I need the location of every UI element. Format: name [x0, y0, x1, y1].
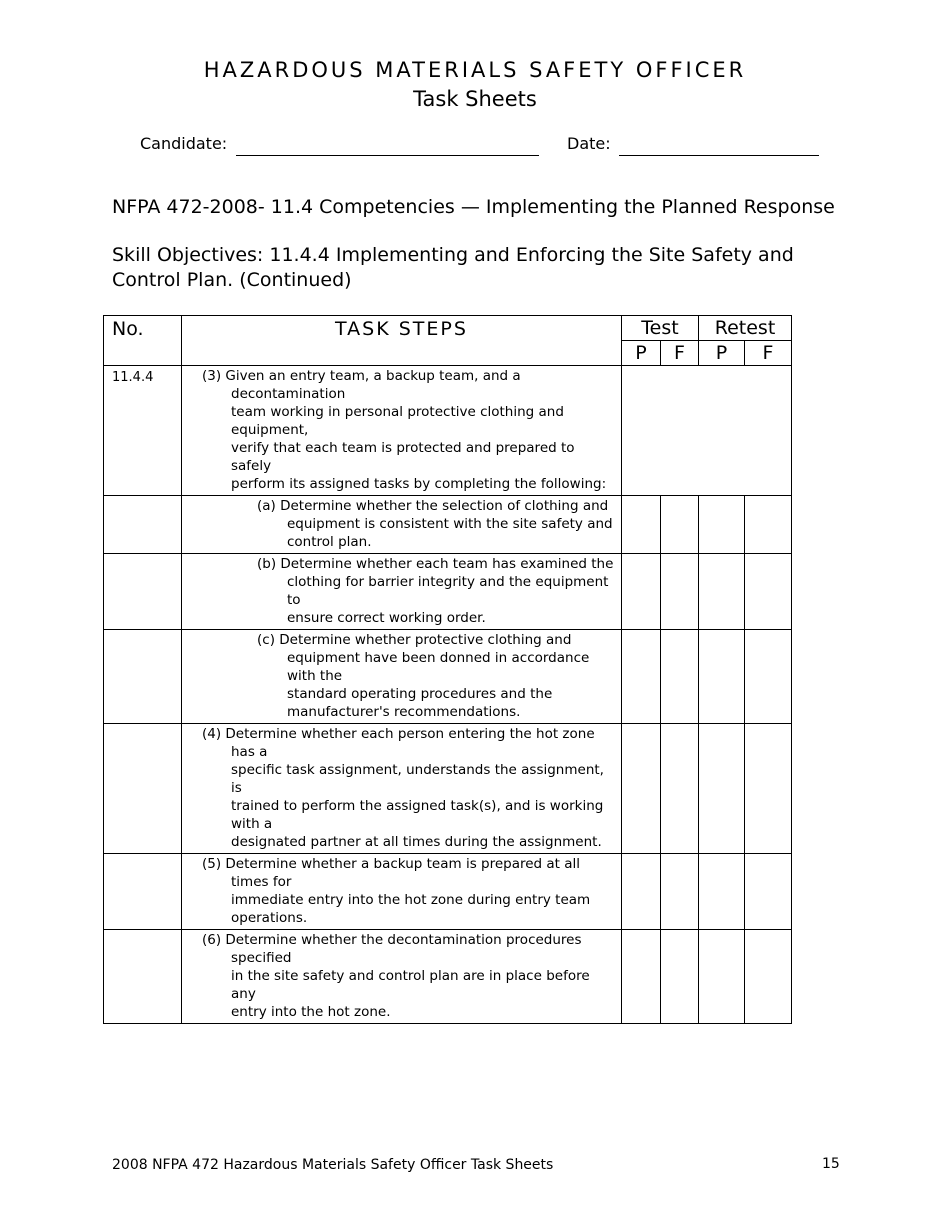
row-number [104, 630, 182, 724]
task-step-text: (c) Determine whether protective clothing and equipment have been donned in accordance with the standard operating procedures and the manufacturer's recommendations. [257, 632, 590, 720]
table-row [104, 366, 792, 496]
page-subtitle: Task Sheets [413, 87, 537, 111]
date-field[interactable] [619, 155, 819, 156]
retest-fail-cell[interactable] [745, 554, 792, 630]
task-step-text: (a) Determine whether the selection of clothing and equipment is consistent with the site safety and control plan. [257, 498, 613, 550]
table-row [104, 930, 792, 1024]
task-step [182, 630, 622, 724]
test-fail-cell[interactable] [661, 554, 699, 630]
test-pass-cell[interactable] [622, 496, 661, 554]
header-test-fail: F [661, 341, 699, 366]
test-pass-cell[interactable] [622, 630, 661, 724]
footer-text: 2008 NFPA 472 Hazardous Materials Safety Officer Task Sheets [112, 1157, 554, 1173]
retest-fail-cell[interactable] [745, 930, 792, 1024]
task-step [182, 366, 622, 496]
task-step-text: (6) Determine whether the decontamination procedures specified in the site safety and control plan are in place before any entry into the hot zone. [202, 932, 590, 1020]
test-fail-cell[interactable] [661, 724, 699, 854]
header-no: No. [104, 316, 182, 366]
task-step [182, 554, 622, 630]
header-task-steps: TASK STEPS [182, 316, 622, 366]
test-pass-cell[interactable] [622, 554, 661, 630]
task-step-text: (3) Given an entry team, a backup team, and a decontamination team working in personal protective clothing and equipment, verify that each team is protected and prepared to safely perform its assigned tasks by completing the following: [202, 368, 607, 492]
retest-fail-cell[interactable] [745, 496, 792, 554]
task-step [182, 930, 622, 1024]
table-row [104, 554, 792, 630]
retest-fail-cell[interactable] [745, 630, 792, 724]
row-number: 11.4.4 [104, 366, 182, 496]
skill-objective: Skill Objectives: 11.4.4 Implementing and Enforcing the Site Safety and Control Plan. (Continued) [112, 244, 794, 291]
header-retest-pass: P [699, 341, 745, 366]
candidate-field[interactable] [236, 155, 539, 156]
row-number [104, 554, 182, 630]
row-number [104, 496, 182, 554]
grade-cell-merged [622, 366, 792, 496]
retest-pass-cell[interactable] [699, 496, 745, 554]
table-row [104, 854, 792, 930]
test-pass-cell[interactable] [622, 854, 661, 930]
retest-pass-cell[interactable] [699, 930, 745, 1024]
date-label: Date: [567, 134, 611, 153]
retest-fail-cell[interactable] [745, 854, 792, 930]
row-number [104, 930, 182, 1024]
test-pass-cell[interactable] [622, 930, 661, 1024]
retest-pass-cell[interactable] [699, 724, 745, 854]
header-test-pass: P [622, 341, 661, 366]
retest-fail-cell[interactable] [745, 724, 792, 854]
candidate-label: Candidate: [140, 134, 228, 153]
row-number [104, 854, 182, 930]
task-step-text: (b) Determine whether each team has examined the clothing for barrier integrity and the equipment to ensure correct working order. [257, 556, 614, 626]
header-test: Test [622, 316, 699, 341]
table-row [104, 724, 792, 854]
page-number: 15 [822, 1156, 840, 1172]
test-pass-cell[interactable] [622, 724, 661, 854]
table-row [104, 496, 792, 554]
competency-heading: NFPA 472-2008- 11.4 Competencies — Implementing the Planned Response [112, 196, 835, 218]
test-fail-cell[interactable] [661, 930, 699, 1024]
task-table [103, 315, 792, 1024]
retest-pass-cell[interactable] [699, 630, 745, 724]
header-retest: Retest [699, 316, 792, 341]
task-step [182, 496, 622, 554]
task-step-text: (5) Determine whether a backup team is prepared at all times for immediate entry into the hot zone during entry team operations. [202, 856, 591, 926]
retest-pass-cell[interactable] [699, 854, 745, 930]
test-fail-cell[interactable] [661, 630, 699, 724]
table-row [104, 630, 792, 724]
page-title: HAZARDOUS MATERIALS SAFETY OFFICER [203, 58, 747, 82]
test-fail-cell[interactable] [661, 496, 699, 554]
retest-pass-cell[interactable] [699, 554, 745, 630]
test-fail-cell[interactable] [661, 854, 699, 930]
header-retest-fail: F [745, 341, 792, 366]
task-step-text: (4) Determine whether each person entering the hot zone has a specific task assignment, understands the assignment, is trained to perform the assigned task(s), and is working with a designated partner at all times during the assignment. [202, 726, 604, 850]
task-step [182, 724, 622, 854]
task-step [182, 854, 622, 930]
row-number [104, 724, 182, 854]
